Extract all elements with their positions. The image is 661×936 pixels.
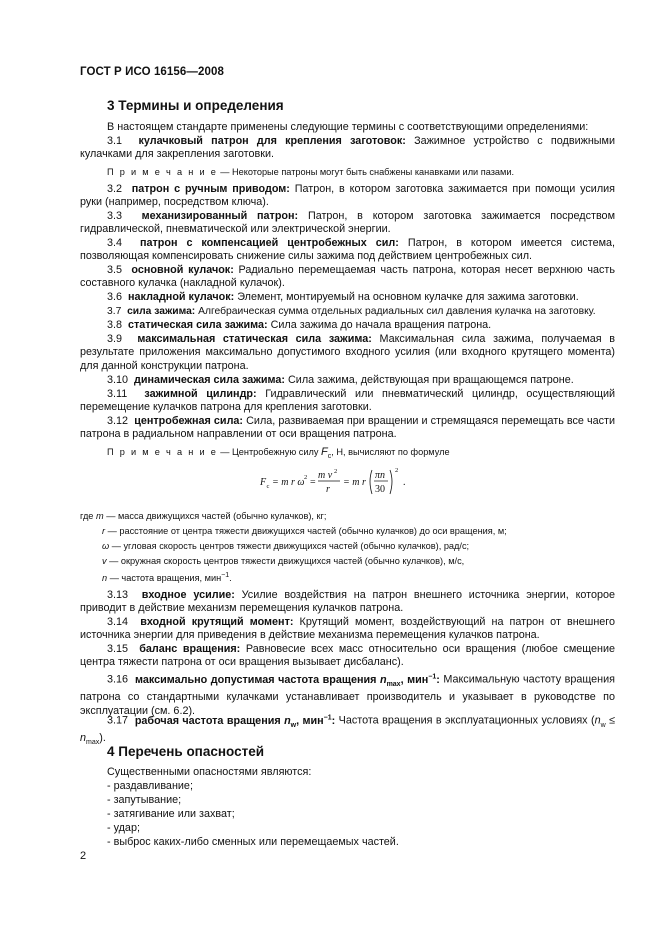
hazard-list-item: - раздавливание; xyxy=(107,780,193,792)
term-3-4: 3.4 патрон с компенсацией центробежных сил: Патрон, в котором имеется система, позволяющая компенсировать снижение силы зажима под действием центробежных сил. xyxy=(80,237,615,263)
hazard-list-item: - затягивание или захват; xyxy=(107,808,235,820)
formula-frac2-num: πn xyxy=(375,470,386,481)
centrifugal-force-formula xyxy=(258,466,418,498)
term-3-6: 3.6 накладной кулачок: Элемент, монтируемый на основном кулачке для зажима заготовки. xyxy=(107,291,579,303)
term-3-10: 3.10 динамическая сила зажима: Сила зажима, действующая при вращающемся патроне. xyxy=(107,374,574,386)
formula-tail: . xyxy=(403,477,406,488)
term-3-3: 3.3 механизированный патрон: Патрон, в котором заготовка зажимается посредством гидравлической, пневматической или электрической энергии. xyxy=(80,210,615,236)
section-4-intro: Существенными опасностями являются: xyxy=(107,766,312,778)
term-3-8: 3.8 статическая сила зажима: Сила зажима до начала вращения патрона. xyxy=(107,319,492,331)
term-3-17: 3.17 рабочая частота вращения $n_w$, мин$^{-1}$: Частота вращения в эксплуатационных условиях $(n_w \le n_{max})$. xyxy=(80,714,615,747)
term-3-15: 3.15 баланс вращения: Равновесие всех масс относительно оси вращения (любое смещение центра тяжести патрона от оси вращения вызывает дисбаланс). xyxy=(80,643,616,669)
formula-eq1: = m r ω xyxy=(272,477,305,488)
document-code: ГОСТ Р ИСО 16156—2008 xyxy=(80,66,225,78)
term-3-11: 3.11 зажимной цилиндр: Гидравлический или пневматический цилиндр, осуществляющий перемещение кулачков патрона для крепления заготовки. xyxy=(80,388,616,414)
where-item-2: r — расстояние от центра тяжести движущихся частей (обычно кулачков) до оси вращения, м; xyxy=(102,526,507,536)
term-3-13: 3.13 входное усилие: Усилие воздействия на патрон внешнего источника энергии, которое приводит в действие механизм перемещения кулачков патрона. xyxy=(80,589,616,615)
term-3-7: 3.7 сила зажима: Алгебраическая сумма отдельных радиальных сил давления кулачка на заготовку. xyxy=(107,306,596,317)
svg-text:=: = xyxy=(310,477,316,488)
hazard-list-item: - удар; xyxy=(107,822,140,834)
note-3-1: П р и м е ч а н и е — Некоторые патроны могут быть снабжены канавками или пазами. xyxy=(107,167,515,177)
term-3-12: 3.12 центробежная сила: Сила, развиваемая при вращении и стремящаяся перемещать все части патрона в радиальном направлении от оси вращения патрона. xyxy=(80,415,616,441)
formula-sq1: 2 xyxy=(304,474,308,481)
formula-lhs-sub: c xyxy=(266,483,270,490)
hazard-list-item: - выброс каких-либо сменных или перемещаемых частей. xyxy=(107,836,399,848)
where-item-3: ω — угловая скорость центров тяжести движущихся частей (обычно кулачков), рад/с; xyxy=(102,541,470,551)
section-3-heading: 3 Термины и определения xyxy=(107,98,284,113)
term-3-2: 3.2 патрон с ручным приводом: Патрон, в котором заготовка зажимается при помощи усилия руки (например, посредством ключа). xyxy=(80,183,616,209)
term-3-5: 3.5 основной кулачок: Радиально перемещаемая часть патрона, которая несет верхнюю часть составного кулачка (накладной кулачок). xyxy=(80,264,615,290)
formula-lhs: F xyxy=(260,477,267,488)
formula-frac2-den: 30 xyxy=(375,484,385,495)
where-item-4: v — окружная скорость центров тяжести движущихся частей (обычно кулачков), м/с, xyxy=(102,556,465,566)
where-item-5: n — частота вращения, мин$^{-1}$. xyxy=(102,572,232,584)
term-3-14: 3.14 входной крутящий момент: Крутящий момент, воздействующий на патрон от внешнего источника энергии для приведения в действие механизма перемещения кулачков патрона. xyxy=(80,616,616,642)
section-4-heading: 4 Перечень опасностей xyxy=(107,744,265,759)
where-item-1: где m — масса движущихся частей (обычно кулачков), кг; xyxy=(80,511,327,521)
formula-frac1-num: m v xyxy=(318,470,333,481)
term-3-9: 3.9 максимальная статическая сила зажима: Максимальная сила зажима, получаемая в результате приложения максимально допустимого входного усилия (или входного крутящего момента) для данной конструкции патрона. xyxy=(80,333,616,372)
formula-frac1-den: r xyxy=(326,484,330,495)
hazard-list-item: - запутывание; xyxy=(107,794,182,806)
formula-sq3: 2 xyxy=(395,467,399,474)
term-3-1: 3.1 кулачковый патрон для крепления заготовок: Зажимное устройство с подвижными кулачками для закрепления заготовки. xyxy=(80,135,616,161)
section-3-intro: В настоящем стандарте применены следующие термины с соответствующими определениями: xyxy=(107,121,589,133)
formula-eq3: = m r xyxy=(343,477,366,488)
formula-sq2: 2 xyxy=(334,468,338,475)
page-number: 2 xyxy=(80,850,87,862)
term-3-16: 3.16 максимально допустимая частота вращения $n_{max}$, мин$^{-1}$: Максимальную частоту вращения патрона со стандартными кулачками устанавливает производитель и указывает в руководстве по эксплуатации (см. 6.2). xyxy=(80,673,616,717)
note-3-12: П р и м е ч а н и е — Центробежную силу $F_c$, Н, вычисляют по формуле xyxy=(107,446,450,460)
